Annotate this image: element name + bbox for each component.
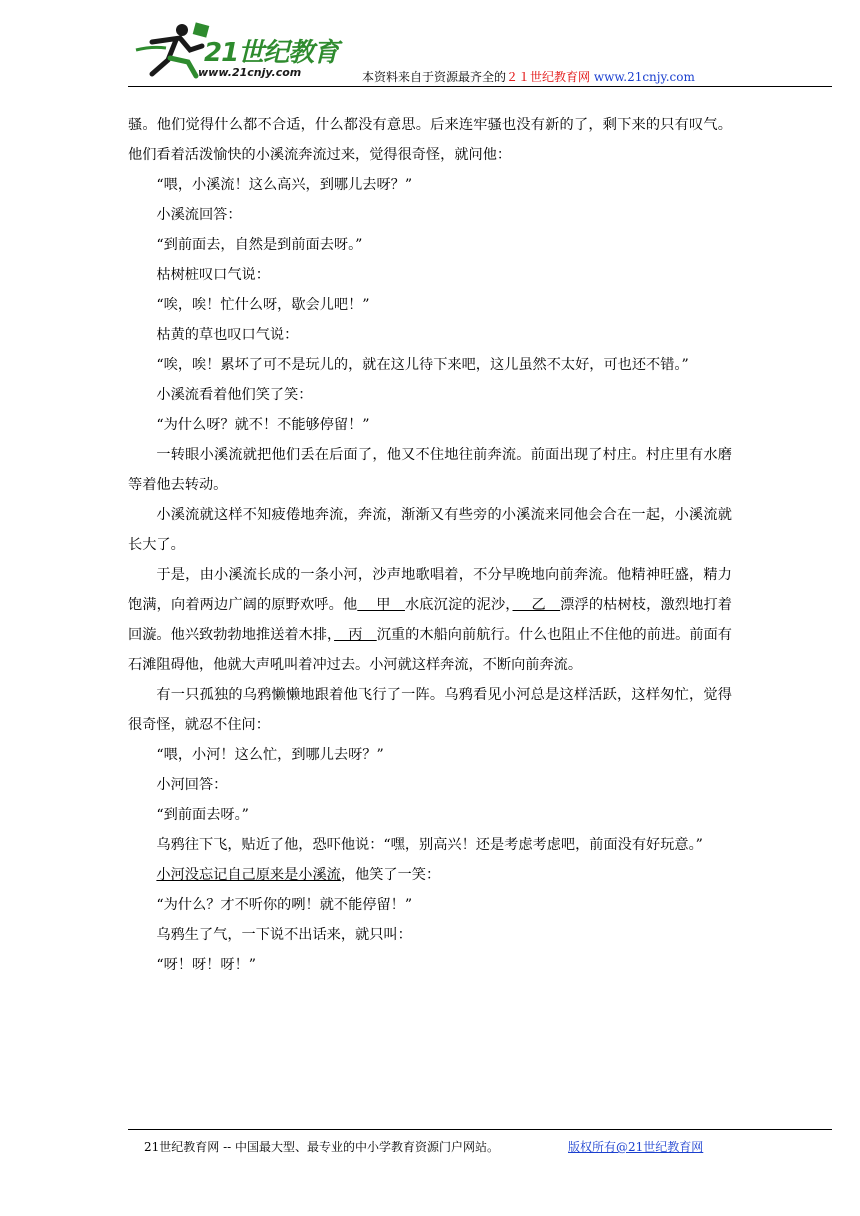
paragraph: 乌鸦往下飞，贴近了他，恐吓他说：“嘿，别高兴！还是考虑考虑吧，前面没有好玩意。” [156, 837, 703, 853]
slogan-prefix: 本资料来自于资源最齐全的 [362, 70, 507, 84]
paragraph: “为什么？才不听你的咧！就不能停留！” [156, 897, 413, 913]
text-span: ，他笑了一笑： [340, 867, 441, 883]
paragraph: “喂，小溪流！这么高兴，到哪儿去呀？” [156, 177, 413, 193]
page-footer [144, 1138, 704, 1155]
page-header [128, 18, 832, 88]
paragraph: 有一只孤独的乌鸦懒懒地跟着他飞行了一阵。乌鸦看见小河总是这样活跃，这样匆忙，觉得很奇怪，就忍不住问： [128, 687, 732, 733]
text-span: 沉重的木船向前航行。什么也阻止不住他的前进。前面有石滩阻碍他，他就大声吼叫着冲过去。小河就这样奔流，不断向前奔流。 [128, 627, 732, 673]
paragraph: 乌鸦生了气，一下说不出话来，就只叫： [156, 927, 412, 943]
blank-bing: 丙 [334, 627, 377, 643]
paragraph: “到前面去呀。” [156, 807, 249, 823]
slogan-site-link[interactable]: ２１世纪教育网 [506, 70, 591, 84]
paragraph: 枯树桩叹口气说： [156, 267, 270, 283]
paragraph: “到前面去，自然是到前面去呀。” [156, 237, 363, 253]
blank-yi: 乙 [512, 597, 561, 613]
paragraph-with-blanks [128, 560, 732, 680]
header-divider [128, 86, 832, 87]
paragraph: “唉，唉！忙什么呀，歇会儿吧！” [156, 297, 370, 313]
paragraph: “唉，唉！累坏了可不是玩儿的，就在这儿待下来吧，这儿虽然不太好，可也还不错。” [156, 357, 689, 373]
text-span: 漂浮的枯树枝，激烈地打着回漩。他兴致勃勃地推送着木排， [128, 597, 732, 643]
logo-brand-text: 21世纪教育 [204, 38, 339, 68]
blank-jia: 甲 [357, 597, 405, 613]
header-slogan [362, 68, 695, 85]
paragraph: 骚。他们觉得什么都不合适，什么都没有意思。后来连牢骚也没有新的了，剩下来的只有叹气。他们看着活泼愉快的小溪流奔流过来，觉得很奇怪，就问他： [128, 117, 732, 163]
paragraph: 小溪流就这样不知疲倦地奔流，奔流，渐渐又有些旁的小溪流来同他会合在一起，小溪流就长大了。 [128, 507, 732, 553]
paragraph: 小河回答： [156, 777, 228, 793]
paragraph: 小溪流看着他们笑了笑： [156, 387, 313, 403]
logo-url-text: www.21cnjy.com [198, 66, 302, 79]
paragraph: “呀！呀！呀！” [156, 957, 257, 973]
copyright-link[interactable]: 版权所有@21世纪教育网 [568, 1140, 704, 1154]
paragraph: 小溪流回答： [156, 207, 242, 223]
paragraph: “为什么呀？就不！不能够停留！” [156, 417, 370, 433]
paragraph-underlined [128, 860, 732, 890]
footer-text: 21世纪教育网 -- 中国最大型、最专业的中小学教育资源门户网站。 [144, 1140, 500, 1154]
paragraph: “喂，小河！这么忙，到哪儿去呀？” [156, 747, 384, 763]
footer-divider [128, 1129, 832, 1130]
underlined-sentence: 小河没忘记自己原来是小溪流 [156, 867, 341, 883]
slogan-url-link[interactable]: www.21cnjy.com [593, 70, 695, 84]
article-body [128, 110, 732, 980]
paragraph: 一转眼小溪流就把他们丢在后面了，他又不住地往前奔流。前面出现了村庄。村庄里有水磨等着他去转动。 [128, 447, 732, 493]
text-span: 水底沉淀的泥沙， [404, 597, 513, 613]
text-span: 于是，由小溪流长成的一条小河，沙声地歌唱着，不分早晚地向前奔流。他精神旺盛，精力饱满，向着两边广阔的原野欢呼。他 [128, 567, 732, 613]
paragraph: 枯黄的草也叹口气说： [156, 327, 299, 343]
site-logo[interactable] [128, 18, 348, 82]
